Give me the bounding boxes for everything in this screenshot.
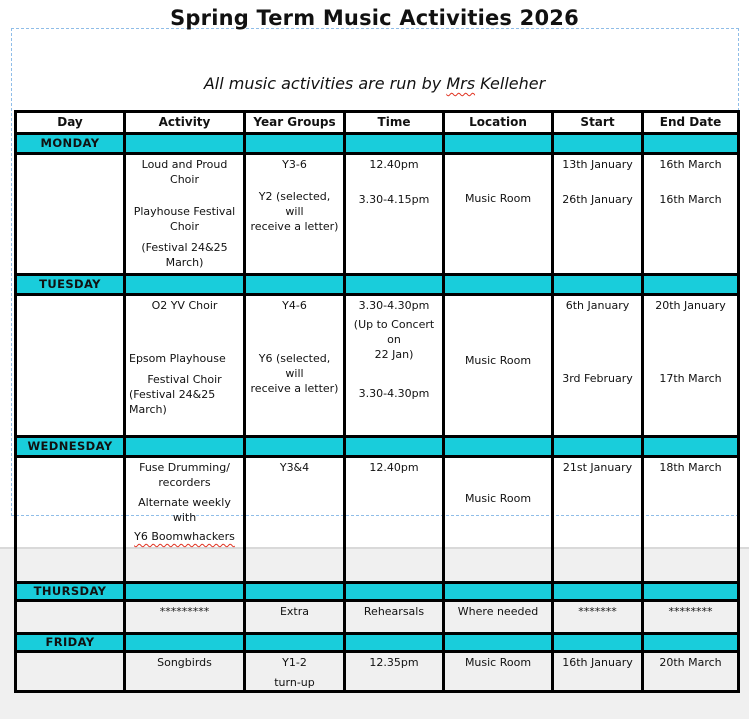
cell-line: Fuse Drumming/ bbox=[139, 461, 230, 474]
day-row-cell bbox=[553, 134, 643, 154]
schedule-body bbox=[16, 112, 739, 692]
header-row bbox=[16, 112, 739, 134]
day-row-cell bbox=[245, 437, 345, 457]
table-cell bbox=[245, 601, 345, 634]
cell-line: 21st January bbox=[562, 461, 633, 474]
table-cell bbox=[125, 295, 245, 437]
day-row bbox=[16, 634, 739, 652]
table-cell bbox=[125, 601, 245, 634]
cell-line: 12.40pm bbox=[369, 158, 419, 171]
cell-line: 13th January bbox=[562, 158, 633, 171]
cell-line: receive a letter) bbox=[250, 382, 339, 395]
day-label: MONDAY bbox=[16, 134, 125, 154]
table-cell bbox=[245, 457, 345, 583]
cell-line: 3rd February bbox=[562, 372, 633, 385]
cell-line: Songbirds bbox=[157, 656, 212, 669]
cell-line: Alternate weekly bbox=[138, 496, 231, 509]
column-header: Year Groups bbox=[245, 112, 345, 134]
day-row-cell bbox=[553, 275, 643, 295]
cell-line: Music Room bbox=[464, 192, 532, 205]
column-header: Start bbox=[553, 112, 643, 134]
cell-line: Rehearsals bbox=[363, 605, 425, 618]
day-row-cell bbox=[245, 275, 345, 295]
day-row-cell bbox=[444, 134, 553, 154]
page-title: Spring Term Music Activities 2026 bbox=[170, 6, 579, 30]
day-row-cell bbox=[643, 583, 739, 601]
table-cell bbox=[643, 652, 739, 692]
cell-line: 18th March bbox=[659, 461, 722, 474]
content-row bbox=[16, 652, 739, 692]
cell-line: Loud and Proud Choir bbox=[141, 158, 228, 186]
cell-line: ********* bbox=[159, 605, 210, 618]
day-row-cell bbox=[444, 583, 553, 601]
cell-line: Y4-6 bbox=[282, 299, 307, 312]
cell-line: Y3-6 bbox=[282, 158, 307, 171]
cell-line: ******* bbox=[578, 605, 617, 618]
cell-line: 20th March bbox=[659, 656, 722, 669]
cell-line: 3.30-4.15pm bbox=[358, 193, 430, 206]
cell-line: Extra bbox=[279, 605, 310, 618]
day-label: TUESDAY bbox=[16, 275, 125, 295]
cell-line: with bbox=[172, 511, 197, 524]
day-row-cell bbox=[245, 634, 345, 652]
table-cell bbox=[345, 154, 444, 275]
day-row-cell bbox=[643, 275, 739, 295]
cell-line: Music Room bbox=[464, 492, 532, 505]
cell-line: Music Room bbox=[464, 656, 532, 669]
day-row-cell bbox=[553, 437, 643, 457]
cell-line: 22 Jan) bbox=[374, 348, 414, 361]
cell-line: (Festival 24&25 bbox=[129, 388, 216, 401]
day-row bbox=[16, 437, 739, 457]
column-header: Activity bbox=[125, 112, 245, 134]
day-row-cell bbox=[345, 634, 444, 652]
table-cell bbox=[643, 295, 739, 437]
cell-line: (Up to Concert on bbox=[353, 318, 435, 346]
content-row bbox=[16, 601, 739, 634]
day-row-cell bbox=[125, 634, 245, 652]
cell-line: (Festival 24&25 bbox=[141, 241, 228, 254]
cell-line: Choir bbox=[170, 220, 199, 233]
cell-line: March) bbox=[165, 256, 204, 269]
subtitle-text: All music activities are run by bbox=[203, 74, 447, 93]
column-header: End Date bbox=[643, 112, 739, 134]
table-cell bbox=[345, 601, 444, 634]
subtitle-text: Kelleher bbox=[475, 74, 546, 93]
cell-line: 3.30-4.30pm bbox=[358, 299, 430, 312]
table-cell bbox=[16, 457, 125, 583]
column-header: Location bbox=[444, 112, 553, 134]
column-header: Day bbox=[16, 112, 125, 134]
day-row-cell bbox=[643, 634, 739, 652]
table-cell bbox=[345, 652, 444, 692]
table-cell bbox=[245, 295, 345, 437]
day-row-cell bbox=[245, 583, 345, 601]
cell-line: recorders bbox=[158, 476, 211, 489]
page-subtitle bbox=[0, 74, 749, 93]
table-cell bbox=[16, 652, 125, 692]
cell-line: Y6 (selected, will bbox=[258, 352, 331, 380]
day-row-cell bbox=[125, 134, 245, 154]
cell-line: receive a letter) bbox=[250, 220, 339, 233]
cell-line: Y2 (selected, will bbox=[258, 190, 331, 218]
day-row-cell bbox=[643, 437, 739, 457]
table-cell bbox=[16, 154, 125, 275]
cell-line: Where needed bbox=[457, 605, 539, 618]
cell-line: 20th January bbox=[655, 299, 726, 312]
cell-line: Epsom Playhouse bbox=[129, 352, 226, 365]
day-row-cell bbox=[444, 437, 553, 457]
cell-line: ******** bbox=[668, 605, 713, 618]
table-cell bbox=[245, 652, 345, 692]
day-row-cell bbox=[125, 583, 245, 601]
table-cell bbox=[553, 154, 643, 275]
cell-line: 16th March bbox=[659, 158, 722, 171]
table-cell bbox=[125, 457, 245, 583]
cell-line: 16th January bbox=[562, 656, 633, 669]
cell-line: March) bbox=[129, 403, 167, 416]
cell-line: 6th January bbox=[565, 299, 630, 312]
table-cell bbox=[345, 295, 444, 437]
cell-line: 12.35pm bbox=[369, 656, 419, 669]
cell-line: turn-up bbox=[274, 676, 315, 689]
table-cell bbox=[444, 154, 553, 275]
cell-line: 16th March bbox=[659, 193, 722, 206]
day-row-cell bbox=[643, 134, 739, 154]
cell-line: 17th March bbox=[659, 372, 722, 385]
day-row-cell bbox=[444, 634, 553, 652]
table-cell bbox=[643, 457, 739, 583]
day-label: WEDNESDAY bbox=[16, 437, 125, 457]
cell-line: Music Room bbox=[464, 354, 532, 367]
day-row-cell bbox=[245, 134, 345, 154]
table-cell bbox=[553, 457, 643, 583]
day-label: THURSDAY bbox=[16, 583, 125, 601]
day-row-cell bbox=[553, 634, 643, 652]
table-cell bbox=[444, 652, 553, 692]
day-row-cell bbox=[345, 583, 444, 601]
cell-line: 12.40pm bbox=[369, 461, 419, 474]
day-row-cell bbox=[345, 275, 444, 295]
cell-line: 3.30-4.30pm bbox=[358, 387, 430, 400]
cell-line: Y6 Boomwhackers bbox=[134, 530, 235, 543]
day-row-cell bbox=[553, 583, 643, 601]
content-row bbox=[16, 295, 739, 437]
table-cell bbox=[245, 154, 345, 275]
table-cell bbox=[125, 154, 245, 275]
table-cell bbox=[553, 601, 643, 634]
table-cell bbox=[553, 295, 643, 437]
table-cell bbox=[444, 295, 553, 437]
table-cell bbox=[444, 457, 553, 583]
cell-line: Y3&4 bbox=[279, 461, 310, 474]
cell-line: Y1-2 bbox=[282, 656, 307, 669]
day-row-cell bbox=[345, 437, 444, 457]
day-row-cell bbox=[444, 275, 553, 295]
content-row bbox=[16, 457, 739, 583]
column-header: Time bbox=[345, 112, 444, 134]
day-row bbox=[16, 583, 739, 601]
table-cell bbox=[16, 601, 125, 634]
cell-line: Playhouse Festival bbox=[133, 205, 236, 218]
day-row bbox=[16, 134, 739, 154]
table-cell bbox=[16, 295, 125, 437]
table-cell bbox=[643, 601, 739, 634]
content-row bbox=[16, 154, 739, 275]
day-label: FRIDAY bbox=[16, 634, 125, 652]
day-row-cell bbox=[125, 437, 245, 457]
day-row bbox=[16, 275, 739, 295]
table-cell bbox=[345, 457, 444, 583]
day-row-cell bbox=[125, 275, 245, 295]
schedule-table bbox=[14, 110, 740, 693]
cell-line: Festival Choir bbox=[147, 373, 222, 386]
cell-line: O2 YV Choir bbox=[151, 299, 218, 312]
table-cell bbox=[125, 652, 245, 692]
table-cell bbox=[553, 652, 643, 692]
table-cell bbox=[643, 154, 739, 275]
table-cell bbox=[444, 601, 553, 634]
subtitle-misspelled-word: Mrs bbox=[446, 74, 476, 93]
day-row-cell bbox=[345, 134, 444, 154]
cell-line: 26th January bbox=[562, 193, 633, 206]
